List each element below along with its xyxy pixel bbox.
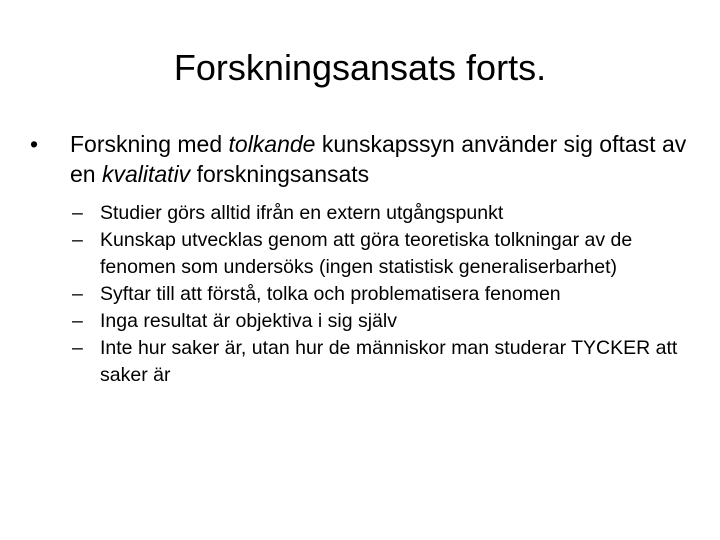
sub-bullet-list: [72, 200, 702, 389]
sub-bullet-text: Studier görs alltid ifrån en extern utgångspunkt: [100, 202, 504, 224]
dash-marker: –: [72, 337, 83, 359]
sub-bullet-item: [72, 227, 702, 281]
sub-bullet-item: [72, 200, 702, 227]
bullet-text-part: Forskning med: [70, 131, 229, 157]
slide-title: Forskningsansats forts.: [173, 47, 547, 88]
sub-bullet-item: [72, 281, 702, 308]
sub-bullet-text: Kunskap utvecklas genom att göra teoretiska tolkningar av de fenomen som undersöks (ingen statistisk generaliserbarhet): [100, 229, 633, 278]
main-bullet: [30, 129, 690, 189]
main-bullet-text: [70, 129, 690, 189]
sub-bullet-item: [72, 308, 702, 335]
sub-bullet-text: Syftar till att förstå, tolka och problematisera fenomen: [100, 283, 561, 305]
bullet-italic-term: kvalitativ: [101, 161, 191, 187]
bullet-text-part: kunskapssyn använder sig oftast av en: [70, 131, 687, 187]
sub-bullet-text: Inga resultat är objektiva i sig själv: [100, 310, 397, 332]
bullet-text-part: forskningsansats: [190, 161, 370, 187]
sub-bullet-item: [72, 335, 702, 389]
bullet-marker: •: [30, 131, 39, 157]
dash-marker: –: [72, 310, 83, 332]
dash-marker: –: [72, 202, 83, 224]
dash-marker: –: [72, 283, 83, 305]
bullet-italic-term: tolkande: [228, 131, 316, 157]
dash-marker: –: [72, 229, 83, 251]
sub-bullet-text: Inte hur saker är, utan hur de människor man studerar TYCKER att saker är: [100, 337, 678, 386]
